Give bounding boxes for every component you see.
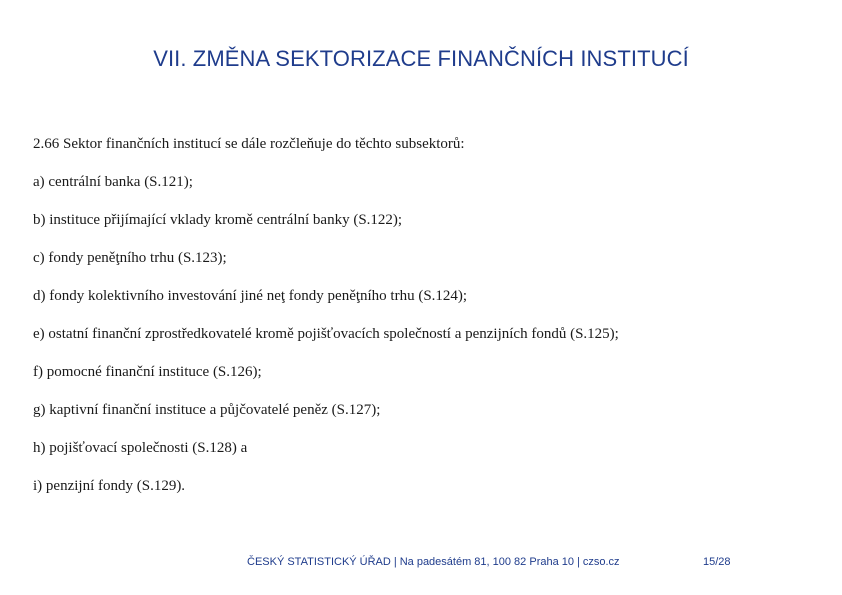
footer bbox=[247, 556, 620, 568]
footer-address: Na padesátém 81, 100 82 Praha 10 bbox=[399, 556, 574, 568]
footer-separator: | bbox=[393, 556, 397, 568]
list-item-f: f) pomocné finanční instituce (S.126); bbox=[33, 364, 262, 380]
list-item-b: b) instituce přijímající vklady kromě centrální banky (S.122); bbox=[33, 212, 403, 228]
footer-org: ČESKÝ STATISTICKÝ ÚŘAD bbox=[247, 556, 391, 568]
list-item-e: e) ostatní finanční zprostředkovatelé kromě pojišťovacích společností a penzijních fondů (S.125); bbox=[33, 326, 619, 342]
list-item-i: i) penzijní fondy (S.129). bbox=[33, 478, 186, 494]
slide-title: VII. ZMĚNA SEKTORIZACE FINANČNÍCH INSTITUCÍ bbox=[153, 46, 689, 71]
list-item-a: a) centrální banka (S.121); bbox=[33, 174, 193, 190]
intro-paragraph: 2.66 Sektor finančních institucí se dále rozčleňuje do těchto subsektorů: bbox=[33, 136, 465, 152]
slide-body bbox=[33, 132, 823, 512]
footer-web-link[interactable]: czso.cz bbox=[582, 556, 620, 568]
footer-separator: | bbox=[577, 556, 580, 568]
page-number: 15/28 bbox=[703, 556, 731, 568]
list-item-d: d) fondy kolektivního investování jiné neţ fondy peněţního trhu (S.124); bbox=[33, 288, 468, 304]
list-item-c: c) fondy peněţního trhu (S.123); bbox=[33, 250, 227, 266]
list-item-g: g) kaptivní finanční instituce a půjčovatelé peněz (S.127); bbox=[33, 402, 381, 418]
list-item-h: h) pojišťovací společnosti (S.128) a bbox=[33, 440, 248, 456]
